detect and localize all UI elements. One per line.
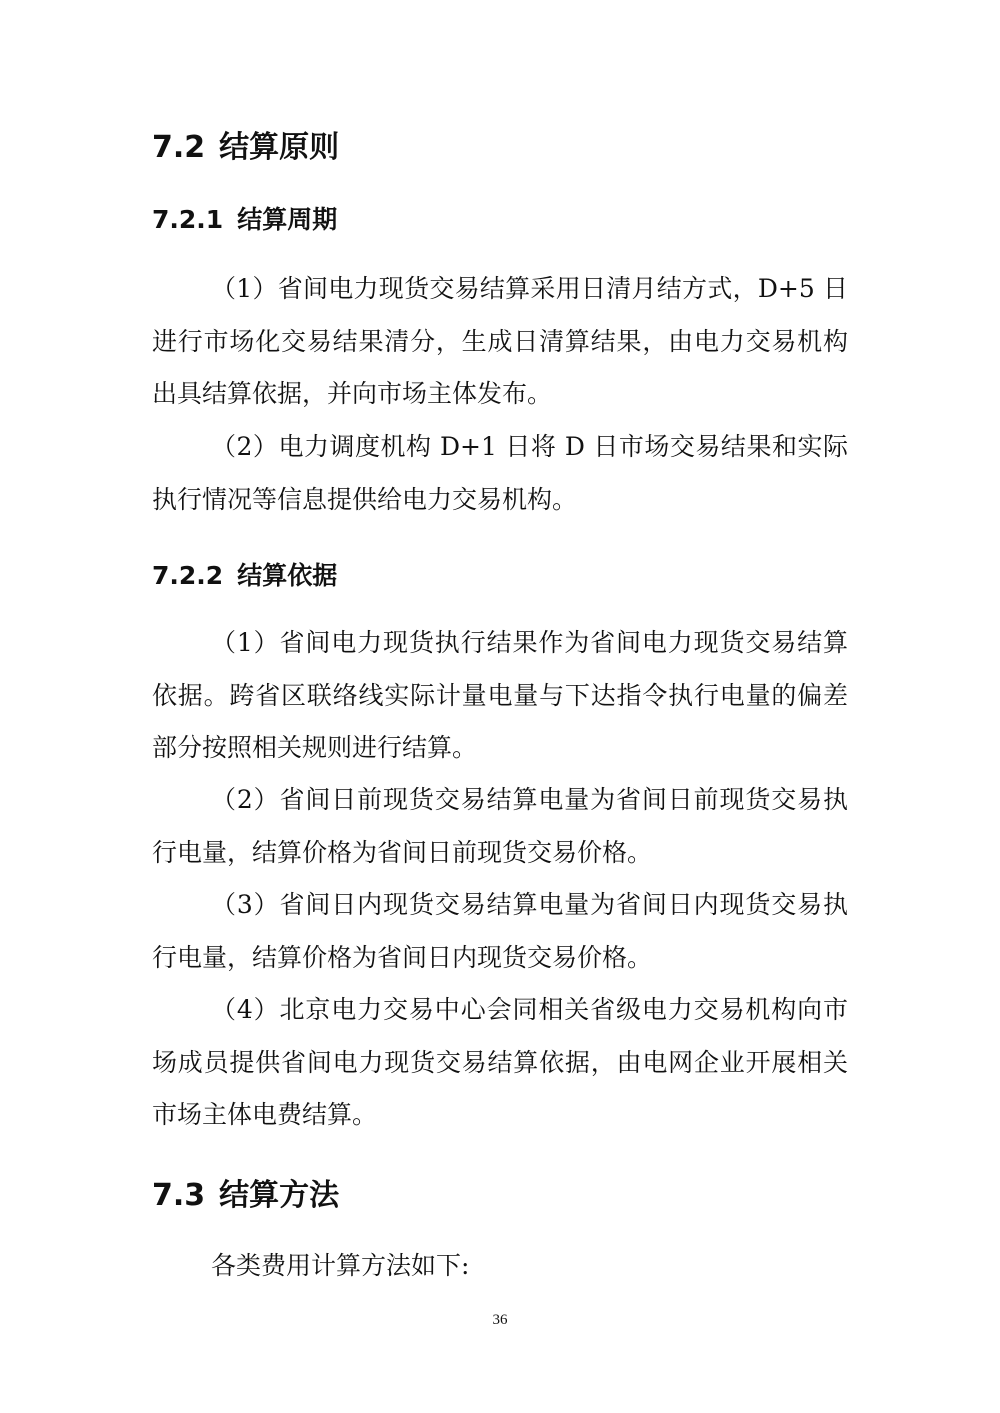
section-number: 7.2.1: [152, 205, 224, 234]
paragraph-7-2-2-item-2: （2）省间日前现货交易结算电量为省间日前现货交易执行电量，结算价格为省间日前现货交易价格。: [152, 785, 848, 867]
section-number: 7.2: [152, 130, 206, 165]
paragraph-7-2-1-item-2: （2）电力调度机构 D+1 日将 D 日市场交易结果和实际执行情况等信息提供给电力交易机构。: [152, 432, 848, 514]
section-heading-7-2-1: [152, 200, 337, 236]
section-number: 7.2.2: [152, 561, 224, 590]
paragraph-7-2-2-item-3: （3）省间日内现货交易结算电量为省间日内现货交易执行电量，结算价格为省间日内现货交易价格。: [152, 890, 848, 972]
section-heading-7-3: [152, 1170, 339, 1214]
section-title: 结算原则: [219, 130, 340, 165]
section-number: 7.3: [152, 1178, 206, 1213]
section-heading-7-2-2: [152, 556, 337, 592]
section-title: 结算依据: [237, 561, 338, 590]
paragraph-7-3-intro: 各类费用计算方法如下:: [211, 1251, 470, 1280]
paragraph-7-2-2-item-4: （4）北京电力交易中心会同相关省级电力交易机构向市场成员提供省间电力现货交易结算依据，由电网企业开展相关市场主体电费结算。: [152, 995, 848, 1129]
page-number: 36: [492, 1312, 508, 1328]
section-title: 结算周期: [237, 205, 338, 234]
section-title: 结算方法: [219, 1178, 340, 1213]
section-heading-7-2: [152, 122, 339, 166]
paragraph-7-2-2-item-1: （1）省间电力现货执行结果作为省间电力现货交易结算依据。跨省区联络线实际计量电量与下达指令执行电量的偏差部分按照相关规则进行结算。: [152, 628, 848, 762]
paragraph-7-2-1-item-1: （1）省间电力现货交易结算采用日清月结方式，D+5 日进行市场化交易结果清分，生成日清算结果，由电力交易机构出具结算依据，并向市场主体发布。: [152, 274, 848, 408]
